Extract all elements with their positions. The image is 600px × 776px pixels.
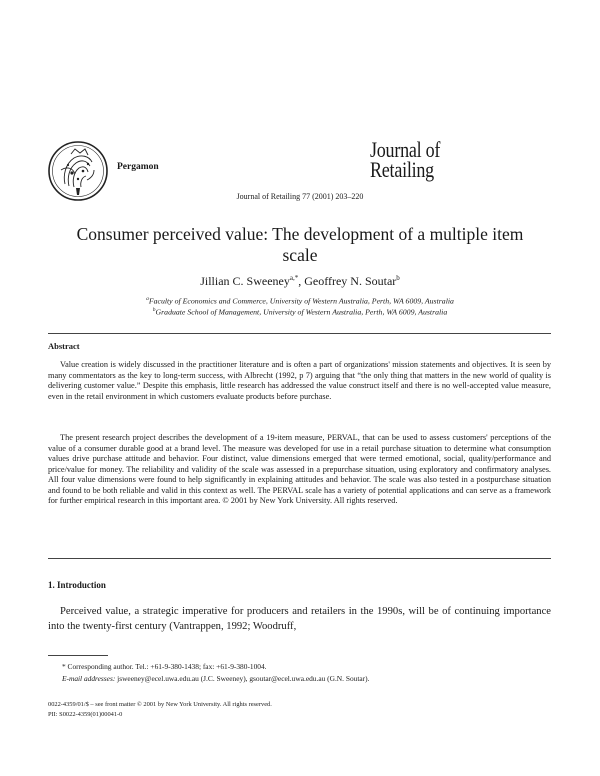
footnote-email: [62, 674, 369, 683]
abstract-bottom-rule: [48, 558, 551, 559]
author-list: [0, 274, 600, 289]
author-marks: b: [396, 274, 400, 282]
affiliation-b: [0, 307, 600, 317]
email-text: jsweeney@ecel.uwa.edu.au (J.C. Sweeney), gsoutar@ecel.uwa.edu.au (G.N. Soutar).: [115, 674, 370, 683]
footnote-corresponding: * Corresponding author. Tel.: +61-9-380-1438; fax: +61-9-380-1004.: [62, 662, 267, 671]
author-name: Geoffrey N. Soutar: [304, 274, 397, 288]
body-paragraph: Perceived value, a strategic imperative for producers and retailers in the 1990s, will be of continuing importance into the twenty-first century (Vantrappen, 1992; Woodruff,: [48, 606, 551, 632]
journal-logo-line2: Retailing: [370, 157, 434, 182]
abstract-heading: Abstract: [48, 341, 80, 351]
affiliation-text: Graduate School of Management, University of Western Australia, Perth, WA 6009, Australia: [155, 307, 448, 317]
issn-line: 0022-4359/01/$ – see front matter © 2001 by New York University. All rights reserved.: [48, 701, 272, 708]
affiliation-mark: b: [152, 307, 156, 313]
author-name: Jillian C. Sweeney: [200, 274, 290, 288]
journal-logo-line1: Journal of: [370, 137, 441, 162]
footnote-rule: [48, 655, 108, 656]
journal-logo-text: [370, 137, 460, 182]
affiliation-a: [0, 296, 600, 306]
email-label: E-mail addresses:: [62, 674, 116, 683]
author-marks: a,*: [289, 274, 299, 282]
article-title: Consumer perceived value: The development of a multiple item scale: [76, 224, 524, 265]
section-heading: 1. Introduction: [48, 580, 106, 590]
abstract-top-rule: [48, 333, 551, 334]
abstract-paragraph: Value creation is widely discussed in the practitioner literature and is often a part of organizations' mission statements and objectives. It is seen by many commentators as the key to long-term success, with Albrecht (1992, p 7) arguing that “the only thing that matters in the new world of quality is delivering customer value.” Despite this emphasis, little research has addressed the value construct itself and there is no well-accepted value measure, even in the retail environment in which customers evaluate products before purchase.: [48, 360, 551, 401]
abstract-paragraph: The present research project describes the development of a 19-item measure, PERVAL, that can be used to assess customers' perceptions of the value of a consumer durable good at a brand level. The measure was developed for use in a retail purchase situation to determine what consumption values drive purchase attitude and behavior. Four distinct, value dimensions emerged that were termed emotional, social, quality/performance and price/value for money. The reliability and validity of the scale was assessed in a prepurchase situation, using exploratory and confirmatory analyses. All four value dimensions were found to help significantly in explaining attitudes and behavior. The scale was also tested in a postpurchase situation and found to be both reliable and valid in this context as well. The PERVAL scale has a variety of potential applications and can serve as a framework for further empirical research in this important area. © 2001 by New York University. All rights reserved.: [48, 433, 551, 505]
affiliation-text: Faculty of Economics and Commerce, University of Western Australia, Perth, WA 6009, Australia: [148, 296, 454, 306]
publisher-name: Pergamon: [117, 162, 159, 172]
journal-citation: Journal of Retailing 77 (2001) 203–220: [236, 192, 364, 201]
author-separator: ,: [298, 274, 305, 288]
pii-line: PII: S0022-4359(01)00041-0: [48, 711, 123, 718]
affiliation-mark: a: [146, 296, 149, 302]
